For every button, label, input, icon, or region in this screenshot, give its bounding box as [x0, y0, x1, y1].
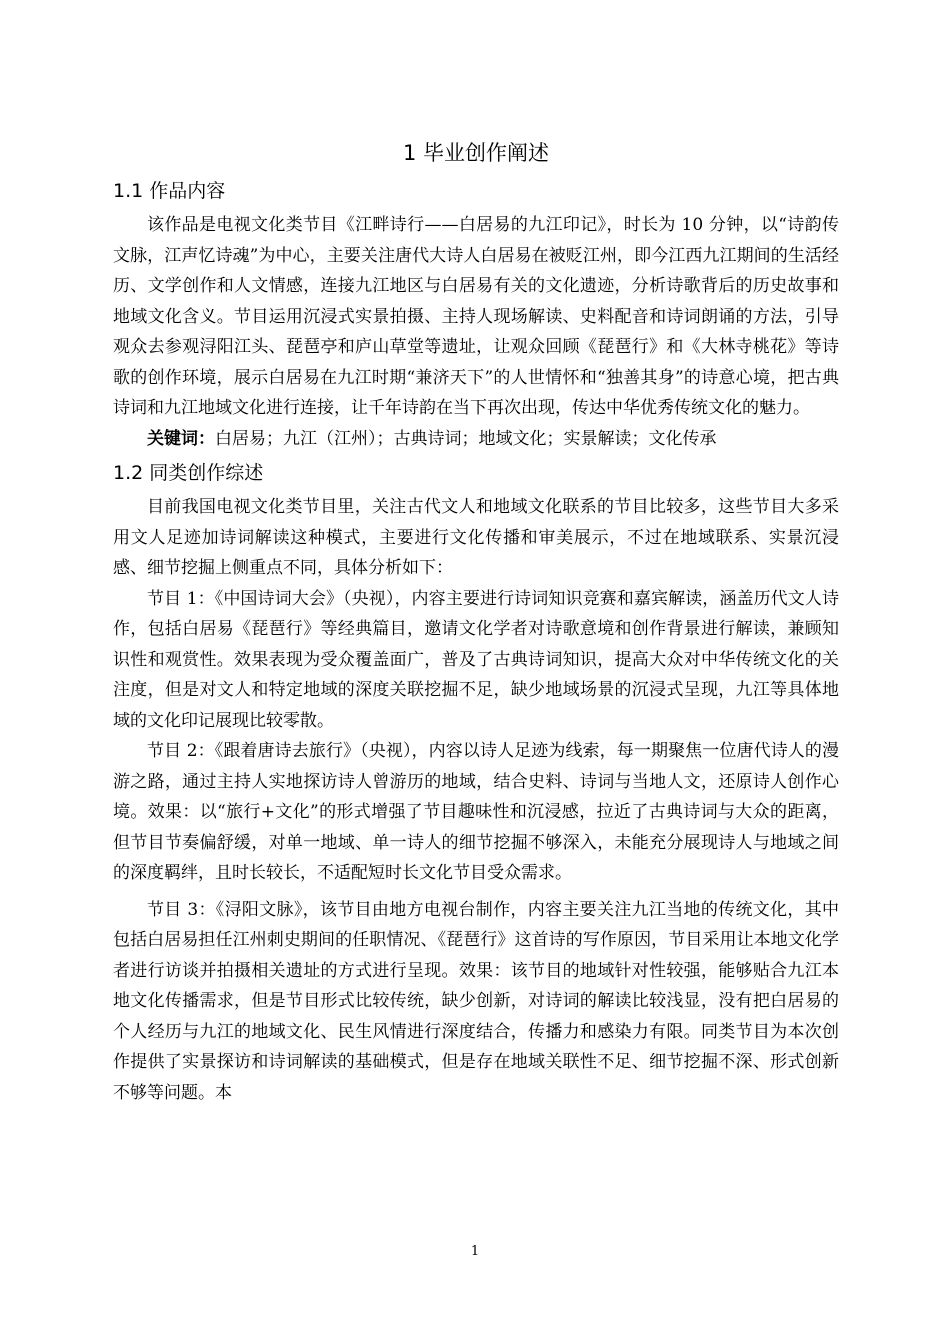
program-1-paragraph: 节目 1：《中国诗词大会》（央视），内容主要进行诗词知识竞赛和嘉宾解读，涵盖历代文人诗作，包括白居易《琵琶行》等经典篇目，邀请文化学者对诗歌意境和创作背景进行解读，兼顾知识性和观赏性。效果表现为受众覆盖面广，普及了古典诗词知识，提高大众对中华传统文化的关注度，但是对文人和特定地域的深度关联挖掘不足，缺少地域场景的沉浸式呈现，九江等具体地域的文化印记展现比较零散。: [113, 588, 839, 731]
review-intro-paragraph: 目前我国电视文化类节目里，关注古代文人和地域文化联系的节目比较多，这些节目大多采用文人足迹加诗词解读这种模式，主要进行文化传播和审美展示，不过在地域联系、实景沉浸感、细节挖掘上侧重点不同，具体分析如下：: [113, 497, 839, 578]
section-content-paragraph: 该作品是电视文化类节目《江畔诗行——白居易的九江印记》，时长为 10 分钟，以“诗韵传文脉，江声忆诗魂”为中心，主要关注唐代大诗人白居易在被贬江州，即今江西九江期间的生活经历、文学创作和人文情感，连接九江地区与白居易有关的文化遗迹，分析诗歌背后的历史故事和地域文化含义。节目运用沉浸式实景拍摄、主持人现场解读、史料配音和诗词朗诵的方法，引导观众去参观浔阳江头、琵琶亭和庐山草堂等遗址，让观众回顾《琵琶行》和《大林寺桃花》等诗歌的创作环境，展示白居易在九江时期“兼济天下”的人世情怀和“独善其身”的诗意心境，把古典诗词和九江地域文化进行连接，让千年诗韵在当下再次出现，传达中华优秀传统文化的魅力。: [113, 215, 839, 418]
page-number: 1: [470, 1244, 480, 1259]
chapter-title: 1 毕业创作阐述: [402, 141, 550, 165]
page-body: [113, 134, 839, 1108]
keywords-label: 关键词：: [147, 428, 215, 449]
keywords-value: 白居易；九江（江州）；古典诗词；地域文化；实景解读；文化传承: [215, 428, 717, 449]
section-title-review: 1.2 同类创作综述: [113, 462, 264, 484]
program-3-paragraph: 节目 3：《浔阳文脉》，该节目由地方电视台制作，内容主要关注九江当地的传统文化，其中包括白居易担任江州刺史期间的任职情况、《琵琶行》这首诗的写作原因，节目采用让本地文化学者进行访谈并拍摄相关遗址的方式进行呈现。效果：该节目的地域针对性较强，能够贴合九江本地文化传播需求，但是节目形式比较传统，缺少创新，对诗词的解读比较浅显，没有把白居易的个人经历与九江的地域文化、民生风情进行深度结合，传播力和感染力有限。同类节目为本次创作提供了实景探访和诗词解读的基础模式，但是存在地域关联性不足、细节挖掘不深、形式创新不够等问题。本: [113, 899, 839, 1103]
program-2-paragraph: 节目 2：《跟着唐诗去旅行》（央视），内容以诗人足迹为线索，每一期聚焦一位唐代诗人的漫游之路，通过主持人实地探访诗人曾游历的地域，结合史料、诗词与当地人文，还原诗人创作心境。效果：以“旅行+文化”的形式增强了节目趣味性和沉浸感，拉近了古典诗词与大众的距离，但节目节奏偏舒缓，对单一地域、单一诗人的细节挖掘不够深入，未能充分展现诗人与地域之间的深度羁绊，且时长较长，不适配短时长文化节目受众需求。: [113, 741, 839, 883]
section-title-content: 1.1 作品内容: [113, 180, 226, 202]
keywords-line: [113, 424, 839, 455]
